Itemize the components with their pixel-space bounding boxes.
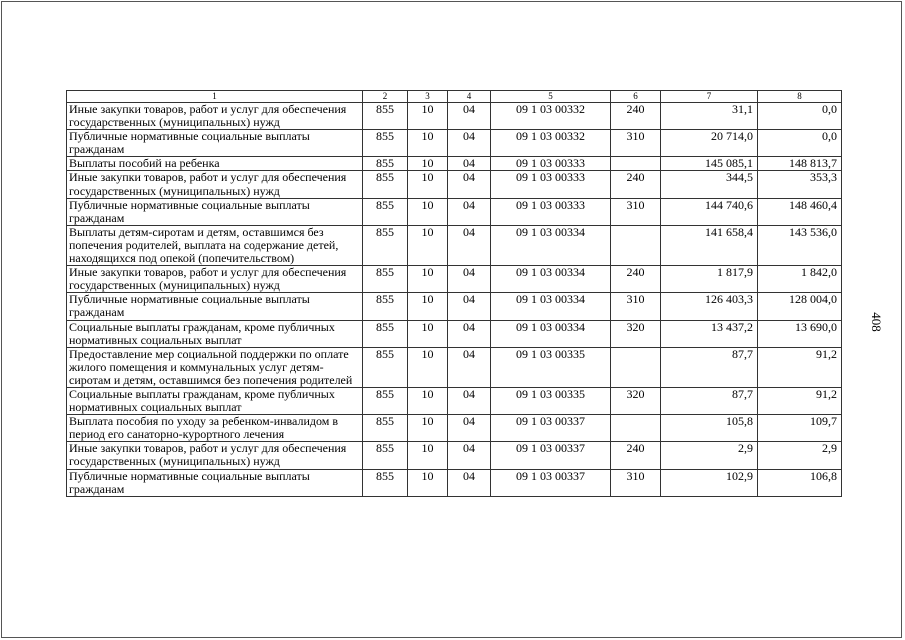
- target-article-cell: 09 1 03 00335: [491, 387, 611, 414]
- subsection-code-cell: 04: [448, 387, 491, 414]
- header-cell: 4: [448, 91, 491, 103]
- subsection-code-cell: 04: [448, 157, 491, 171]
- budget-table: [66, 90, 842, 497]
- subsection-code-cell: 04: [448, 266, 491, 293]
- item-name-cell: Публичные нормативные социальные выплаты гражданам: [67, 130, 363, 157]
- amount-year2-cell: 148 813,7: [758, 157, 842, 171]
- ministry-code-cell: 855: [363, 225, 408, 265]
- amount-year1-cell: 102,9: [661, 469, 758, 496]
- target-article-cell: 09 1 03 00337: [491, 442, 611, 469]
- amount-year2-cell: 0,0: [758, 130, 842, 157]
- expense-type-cell: 320: [611, 320, 661, 347]
- item-name-cell: Иные закупки товаров, работ и услуг для обеспечения государственных (муниципальных) нужд: [67, 171, 363, 198]
- subsection-code-cell: 04: [448, 103, 491, 130]
- subsection-code-cell: 04: [448, 130, 491, 157]
- item-name-cell: Публичные нормативные социальные выплаты гражданам: [67, 293, 363, 320]
- target-article-cell: 09 1 03 00334: [491, 293, 611, 320]
- table-row: [67, 171, 842, 198]
- amount-year1-cell: 144 740,6: [661, 198, 758, 225]
- expense-type-cell: [611, 225, 661, 265]
- table-row: [67, 320, 842, 347]
- target-article-cell: 09 1 03 00334: [491, 225, 611, 265]
- item-name-cell: Иные закупки товаров, работ и услуг для обеспечения государственных (муниципальных) нужд: [67, 103, 363, 130]
- item-name-cell: Предоставление мер социальной поддержки по оплате жилого помещения и коммунальных услуг детям-сиротам и детям, оставшимся без попечения родителей: [67, 347, 363, 387]
- amount-year2-cell: 2,9: [758, 442, 842, 469]
- subsection-code-cell: 04: [448, 415, 491, 442]
- target-article-cell: 09 1 03 00333: [491, 157, 611, 171]
- expense-type-cell: 240: [611, 266, 661, 293]
- section-code-cell: 10: [408, 130, 448, 157]
- header-cell: 7: [661, 91, 758, 103]
- section-code-cell: 10: [408, 225, 448, 265]
- ministry-code-cell: 855: [363, 469, 408, 496]
- subsection-code-cell: 04: [448, 442, 491, 469]
- ministry-code-cell: 855: [363, 293, 408, 320]
- amount-year2-cell: 91,2: [758, 347, 842, 387]
- target-article-cell: 09 1 03 00333: [491, 198, 611, 225]
- table-row: [67, 415, 842, 442]
- section-code-cell: 10: [408, 469, 448, 496]
- amount-year1-cell: 87,7: [661, 347, 758, 387]
- table-row: [67, 442, 842, 469]
- page-number: 408: [869, 312, 884, 332]
- expense-type-cell: 310: [611, 198, 661, 225]
- amount-year1-cell: 126 403,3: [661, 293, 758, 320]
- amount-year2-cell: 13 690,0: [758, 320, 842, 347]
- section-code-cell: 10: [408, 171, 448, 198]
- expense-type-cell: [611, 347, 661, 387]
- expense-type-cell: 310: [611, 130, 661, 157]
- amount-year2-cell: 106,8: [758, 469, 842, 496]
- section-code-cell: 10: [408, 198, 448, 225]
- ministry-code-cell: 855: [363, 130, 408, 157]
- expense-type-cell: 240: [611, 103, 661, 130]
- document-page: [1, 1, 902, 638]
- subsection-code-cell: 04: [448, 198, 491, 225]
- target-article-cell: 09 1 03 00332: [491, 130, 611, 157]
- amount-year1-cell: 344,5: [661, 171, 758, 198]
- ministry-code-cell: 855: [363, 103, 408, 130]
- expense-type-cell: [611, 157, 661, 171]
- ministry-code-cell: 855: [363, 442, 408, 469]
- item-name-cell: Социальные выплаты гражданам, кроме публичных нормативных социальных выплат: [67, 320, 363, 347]
- target-article-cell: 09 1 03 00335: [491, 347, 611, 387]
- subsection-code-cell: 04: [448, 293, 491, 320]
- section-code-cell: 10: [408, 320, 448, 347]
- table-row: [67, 347, 842, 387]
- section-code-cell: 10: [408, 266, 448, 293]
- header-cell: 6: [611, 91, 661, 103]
- subsection-code-cell: 04: [448, 469, 491, 496]
- table-row: [67, 130, 842, 157]
- item-name-cell: Выплата пособия по уходу за ребенком-инвалидом в период его санаторно-курортного лечения: [67, 415, 363, 442]
- item-name-cell: Выплаты пособий на ребенка: [67, 157, 363, 171]
- table-header: [67, 91, 842, 103]
- target-article-cell: 09 1 03 00334: [491, 266, 611, 293]
- item-name-cell: Публичные нормативные социальные выплаты гражданам: [67, 198, 363, 225]
- table-row: [67, 225, 842, 265]
- header-cell: 8: [758, 91, 842, 103]
- expense-type-cell: [611, 415, 661, 442]
- header-cell: 2: [363, 91, 408, 103]
- ministry-code-cell: 855: [363, 266, 408, 293]
- amount-year2-cell: 109,7: [758, 415, 842, 442]
- ministry-code-cell: 855: [363, 320, 408, 347]
- header-row: [67, 91, 842, 103]
- section-code-cell: 10: [408, 387, 448, 414]
- target-article-cell: 09 1 03 00337: [491, 415, 611, 442]
- amount-year2-cell: 1 842,0: [758, 266, 842, 293]
- amount-year2-cell: 91,2: [758, 387, 842, 414]
- expense-type-cell: 240: [611, 171, 661, 198]
- expense-type-cell: 320: [611, 387, 661, 414]
- amount-year1-cell: 1 817,9: [661, 266, 758, 293]
- item-name-cell: Иные закупки товаров, работ и услуг для обеспечения государственных (муниципальных) нужд: [67, 442, 363, 469]
- amount-year1-cell: 2,9: [661, 442, 758, 469]
- amount-year1-cell: 20 714,0: [661, 130, 758, 157]
- amount-year1-cell: 31,1: [661, 103, 758, 130]
- section-code-cell: 10: [408, 442, 448, 469]
- table-row: [67, 103, 842, 130]
- subsection-code-cell: 04: [448, 225, 491, 265]
- section-code-cell: 10: [408, 103, 448, 130]
- header-cell: 5: [491, 91, 611, 103]
- section-code-cell: 10: [408, 415, 448, 442]
- target-article-cell: 09 1 03 00337: [491, 469, 611, 496]
- section-code-cell: 10: [408, 157, 448, 171]
- item-name-cell: Иные закупки товаров, работ и услуг для обеспечения государственных (муниципальных) нужд: [67, 266, 363, 293]
- header-cell: 3: [408, 91, 448, 103]
- expense-type-cell: 240: [611, 442, 661, 469]
- amount-year1-cell: 145 085,1: [661, 157, 758, 171]
- budget-table-wrapper: [66, 90, 842, 497]
- amount-year2-cell: 0,0: [758, 103, 842, 130]
- section-code-cell: 10: [408, 293, 448, 320]
- amount-year2-cell: 143 536,0: [758, 225, 842, 265]
- ministry-code-cell: 855: [363, 157, 408, 171]
- table-row: [67, 293, 842, 320]
- subsection-code-cell: 04: [448, 347, 491, 387]
- amount-year2-cell: 128 004,0: [758, 293, 842, 320]
- target-article-cell: 09 1 03 00332: [491, 103, 611, 130]
- amount-year1-cell: 13 437,2: [661, 320, 758, 347]
- section-code-cell: 10: [408, 347, 448, 387]
- item-name-cell: Выплаты детям-сиротам и детям, оставшимся без попечения родителей, выплата на содержание детей, находящихся под опекой (попечительством): [67, 225, 363, 265]
- ministry-code-cell: 855: [363, 347, 408, 387]
- table-row: [67, 387, 842, 414]
- ministry-code-cell: 855: [363, 198, 408, 225]
- item-name-cell: Публичные нормативные социальные выплаты гражданам: [67, 469, 363, 496]
- target-article-cell: 09 1 03 00334: [491, 320, 611, 347]
- header-cell: 1: [67, 91, 363, 103]
- table-row: [67, 266, 842, 293]
- expense-type-cell: 310: [611, 293, 661, 320]
- subsection-code-cell: 04: [448, 171, 491, 198]
- table-row: [67, 469, 842, 496]
- amount-year1-cell: 141 658,4: [661, 225, 758, 265]
- table-body: [67, 103, 842, 497]
- expense-type-cell: 310: [611, 469, 661, 496]
- amount-year1-cell: 105,8: [661, 415, 758, 442]
- target-article-cell: 09 1 03 00333: [491, 171, 611, 198]
- ministry-code-cell: 855: [363, 387, 408, 414]
- table-row: [67, 157, 842, 171]
- amount-year2-cell: 353,3: [758, 171, 842, 198]
- amount-year1-cell: 87,7: [661, 387, 758, 414]
- ministry-code-cell: 855: [363, 171, 408, 198]
- table-row: [67, 198, 842, 225]
- item-name-cell: Социальные выплаты гражданам, кроме публичных нормативных социальных выплат: [67, 387, 363, 414]
- subsection-code-cell: 04: [448, 320, 491, 347]
- amount-year2-cell: 148 460,4: [758, 198, 842, 225]
- ministry-code-cell: 855: [363, 415, 408, 442]
